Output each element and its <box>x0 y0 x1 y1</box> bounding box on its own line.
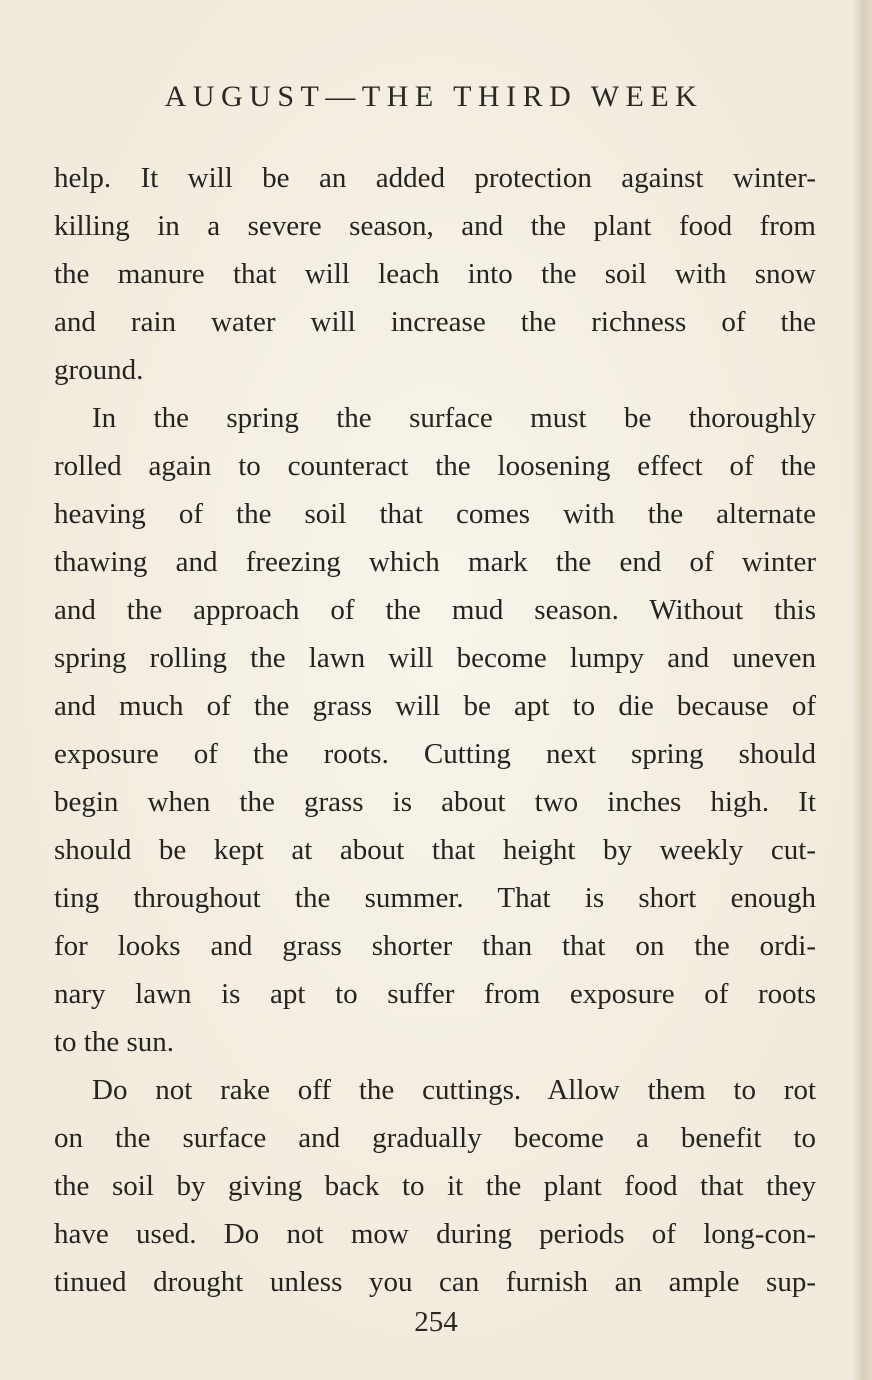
text-line: the soil by giving back to it the plant food that they <box>54 1170 816 1202</box>
paragraph <box>54 1066 816 1306</box>
text-line: and the approach of the mud season. Without this <box>54 594 816 626</box>
text-line: killing in a severe season, and the plant food from <box>54 210 816 242</box>
text-line: rolled again to counteract the loosening effect of the <box>54 450 816 482</box>
text-line: thawing and freezing which mark the end of winter <box>54 546 816 578</box>
text-line: and much of the grass will be apt to die because of <box>54 690 816 722</box>
text-line: heaving of the soil that comes with the alternate <box>54 498 816 530</box>
page-number: 254 <box>414 1306 458 1338</box>
text-line: help. It will be an added protection against winter- <box>54 162 816 194</box>
text-line: nary lawn is apt to suffer from exposure of roots <box>54 978 816 1010</box>
text-line: ting throughout the summer. That is short enough <box>54 882 816 914</box>
text-line: and rain water will increase the richness of the <box>54 306 816 338</box>
page-edge-shadow <box>852 0 872 1380</box>
text-line: on the surface and gradually become a benefit to <box>54 1122 816 1154</box>
paragraph <box>54 154 816 394</box>
text-line: begin when the grass is about two inches high. It <box>54 786 816 818</box>
text-line: to the sun. <box>54 1026 175 1058</box>
text-line: for looks and grass shorter than that on the ordi- <box>54 930 816 962</box>
text-line: Do not rake off the cuttings. Allow them to rot <box>92 1074 816 1106</box>
text-line: In the spring the surface must be thoroughly <box>92 402 816 434</box>
text-line: should be kept at about that height by weekly cut- <box>54 834 816 866</box>
running-head: AUGUST—THE THIRD WEEK <box>164 80 704 113</box>
body-text <box>54 154 816 1306</box>
text-line: ground. <box>54 354 144 386</box>
text-line: have used. Do not mow during periods of long-con- <box>54 1218 816 1250</box>
text-line: the manure that will leach into the soil with snow <box>54 258 816 290</box>
text-line: spring rolling the lawn will become lumpy and uneven <box>54 642 816 674</box>
text-line: exposure of the roots. Cutting next spring should <box>54 738 816 770</box>
paragraph <box>54 394 816 1066</box>
text-line: tinued drought unless you can furnish an ample sup- <box>54 1266 816 1298</box>
